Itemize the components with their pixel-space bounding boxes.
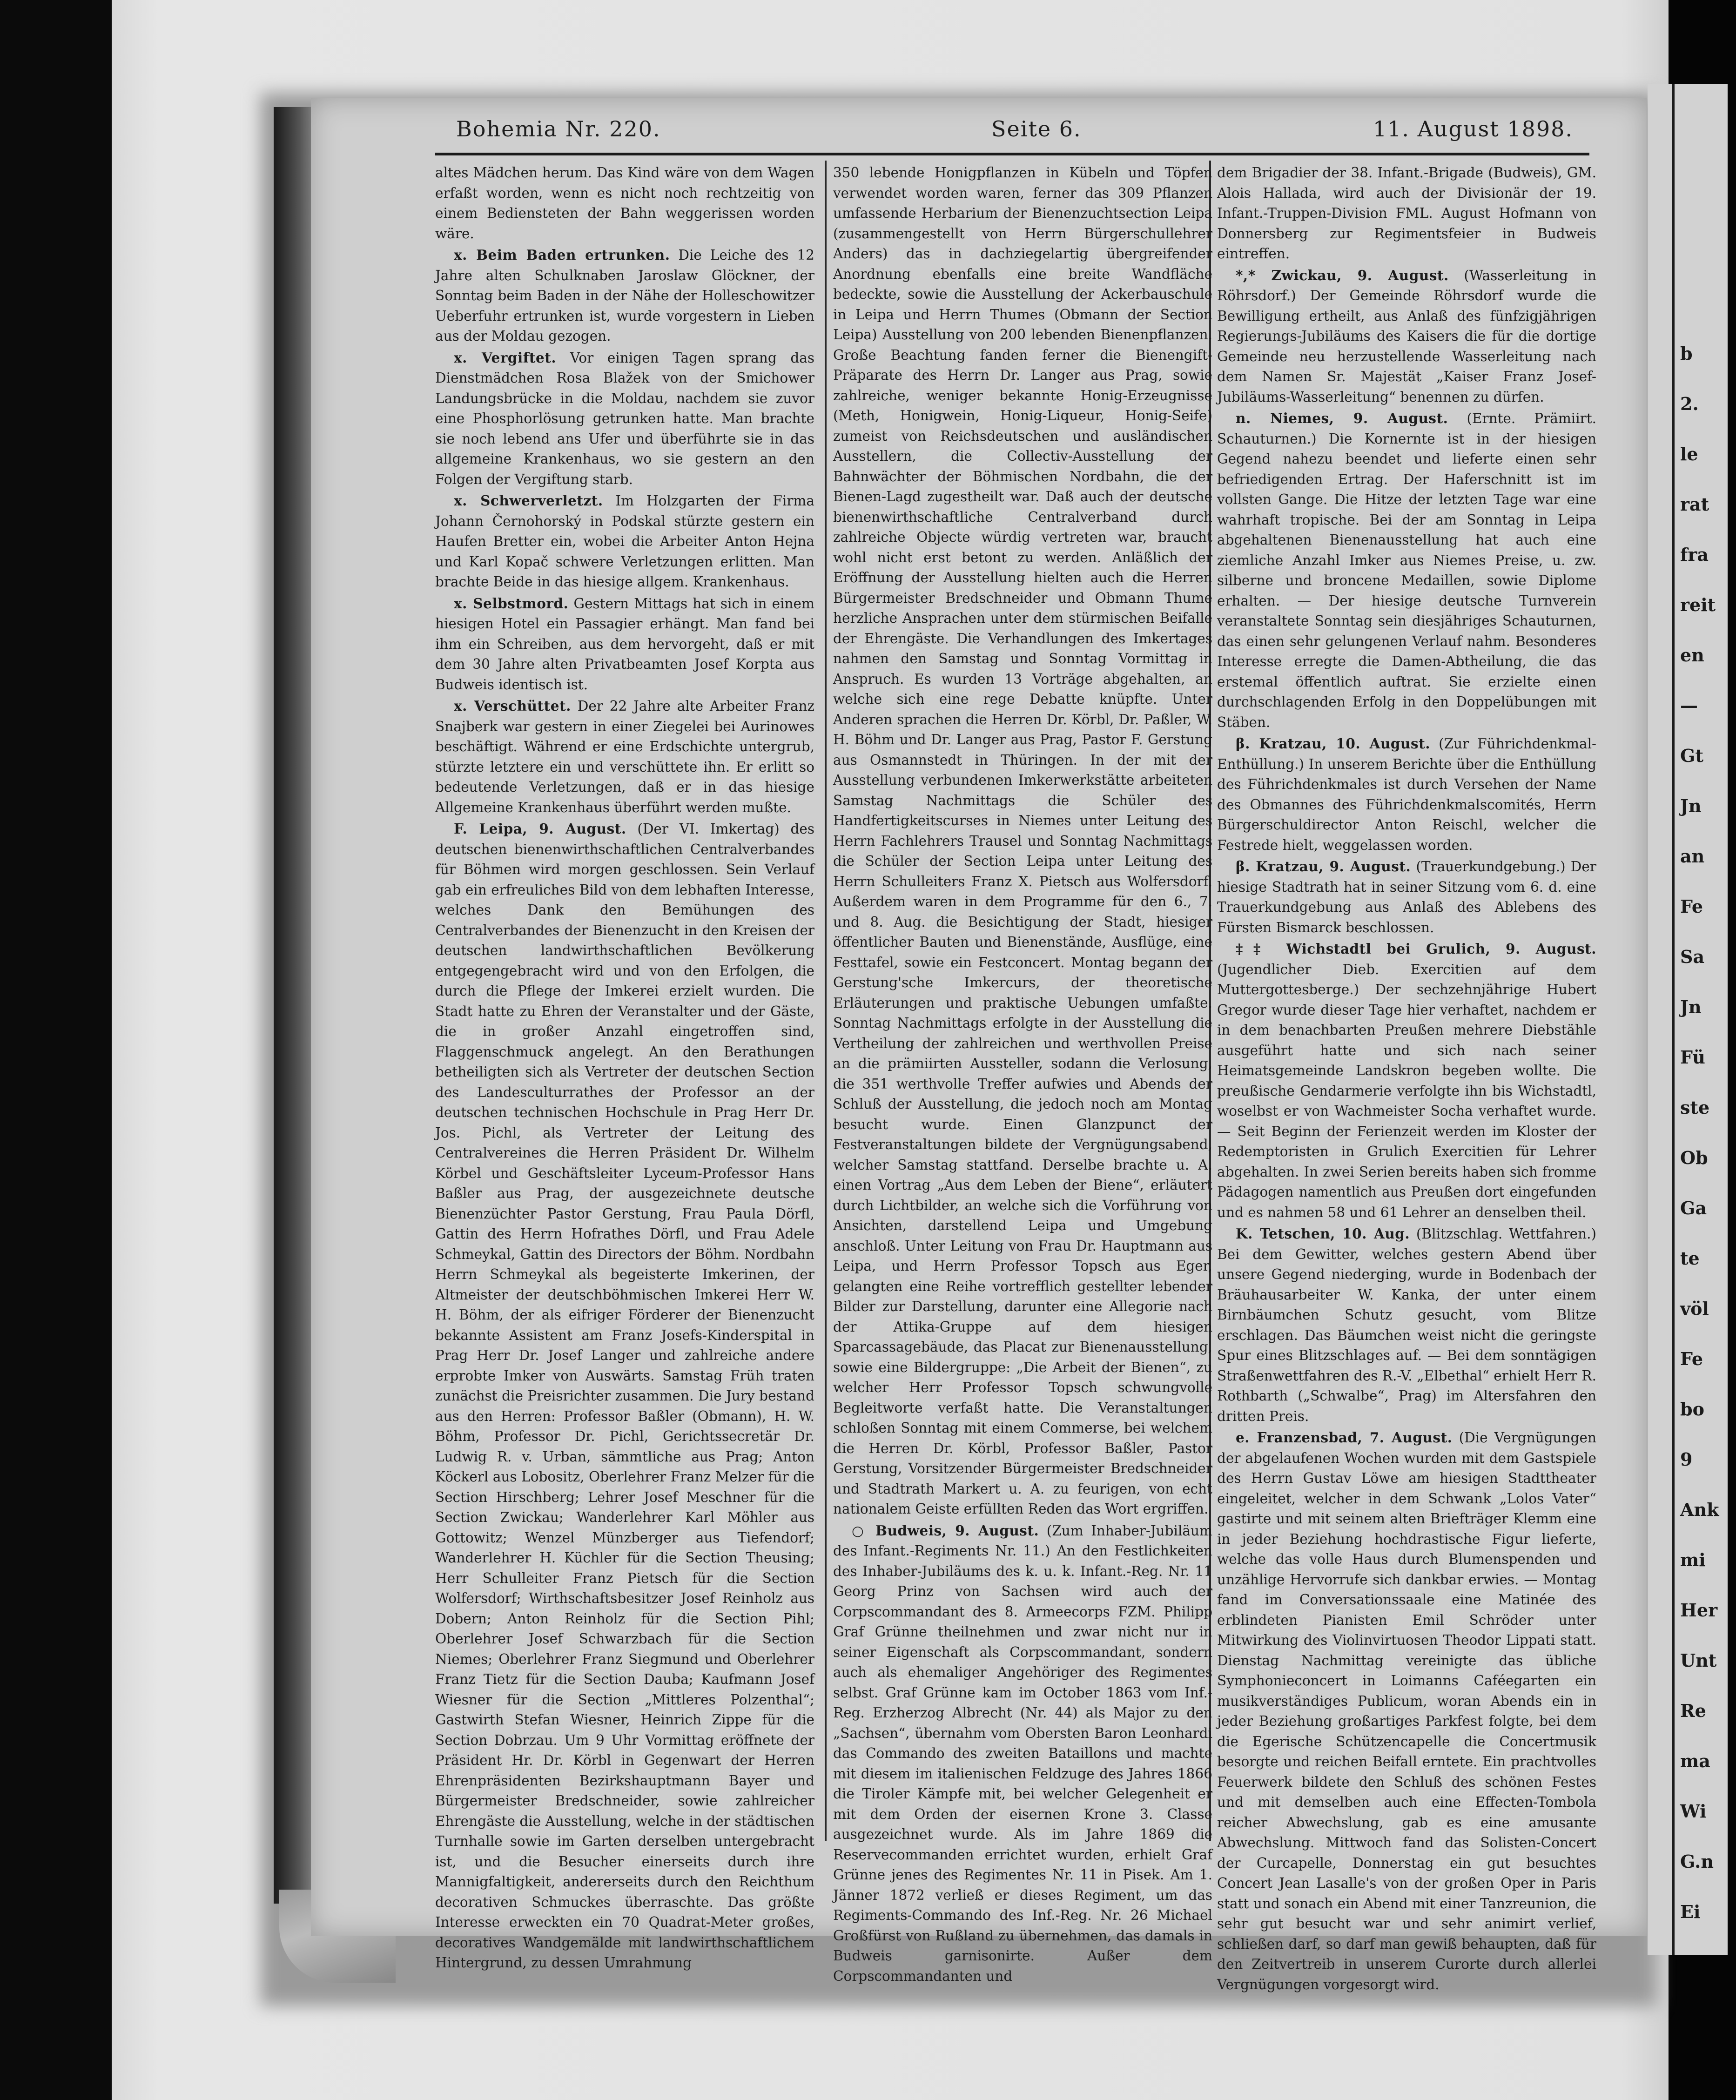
- article-text: 350 lebende Honigpflanzen in Kübeln und Töpfen verwendet worden waren, ferner das 309 Pflanzen umfassende Herbarium der Bienenzuchtsection Leipa (zusammengestellt von Herrn Bürgerschullehrer Anders) das in dachziegelartig übergreifender Anordnung ebenfalls eine breite Wandfläche bedeckte, sowie die Ausstellung der Ackerbauschule in Leipa und Herrn Thumes (Obmann der Section Leipa) Ausstellung von 200 lebenden Bienenpflanzen. Große Beachtung fanden ferner die Bienengift-Präparate des Herrn Dr. Langer aus Prag, sowie zahlreiche, weniger bekannte Honig-Erzeugnisse (Meth, Honigwein, Honig-Liqueur, Honig-Seife) zumeist von Reichsdeutschen und ausländischen Ausstellern, die Collectiv-Ausstellung der Bahnwächter der Böhmischen Nordbahn, die der Bienen-Lagd zugestheilt war. Daß auch der deutsche bienenwirthschaftliche Centralverband durch zahlreiche Objecte würdig vertreten war, braucht wohl nicht erst betont zu werden. Anläßlich der Eröffnung der Ausstellung hielten auch die Herren Bürgermeister Bredschneider und Obmann Thume herzliche Ansprachen unter dem stürmischen Beifalle der Ehrengäste. Die Verhandlungen des Imkertages nahmen den Samstag und Sonntag Vormittag in Anspruch. Es wurden 13 Vorträge abgehalten, an welche sich eine rege Debatte knüpfte. Unter Anderen sprachen die Herren Dr. Körbl, Dr. Paßler, W. H. Böhm und Dr. Langer aus Prag, Pastor F. Gerstung aus Osmannstedt in Thüringen. In der mit der Ausstellung verbundenen Imkerwerkstätte arbeiteten Samstag Nachmittags die Schüler des Handfertigkeitscurses in Niemes unter Leitung des Herrn Fachlehrers Trausel und Sonntag Nachmittags die Schüler der Section Leipa unter Leitung des Herrn Schulleiters Franz X. Pietsch aus Wolfersdorf. Außerdem waren in dem Programme für den 6., 7. und 8. Aug. die Besichtigung der Stadt, hiesiger öffentlicher Bauten und Bienenstände, Ausflüge, eine Festtafel, sowie ein Festconcert. Montag begann der Gerstung'sche Imkercurs, der theoretische Erläuterungen und praktische Uebungen umfaßte. Sonntag Nachmittags erfolgte in der Ausstellung die Vertheilung der zahlreichen und werthvollen Preise an die prämiirten Aussteller, sodann die Verlosung, die 351 werthvolle Treffer aufwies und Abends der Schluß der Ausstellung, die jedoch noch am Montag besucht wurde. Einen Glanzpunct der Festveranstaltungen bildete der Vergnügungsabend, welcher Samstag stattfand. Derselbe brachte u. A. einen Vortrag „Aus dem Leben der Biene“, erläutert durch Lichtbilder, an welche sich die Vorführung von Ansichten, darstellend Leipa und Umgebung anschloß. Unter Leitung von Frau Dr. Hauptmann aus Leipa, und Herrn Professor Topsch aus Eger, gelangten eine Reihe vortrefflich gestellter lebender Bilder zur Darstellung, darunter eine Allegorie nach der Attika-Gruppe auf dem hiesigen Sparcassagebäude, das Placat zur Bienenausstellung, sowie eine Bildergruppe: „Die Arbeit der Bienen“, zu welcher Herr Professor Topsch schwungvolle Begleitworte verfaßt hatte. Die Veranstaltungen schloßen Sonntag mit einem Commerse, bei welchem die Herren Dr. Körbl, Professor Baßler, Pastor Gerstung, Vorsitzender Bürgermeister Bredschneider und Stadtrath Markert u. A. zu feurigen, von echt nationalem Geiste erfüllten Reden das Wort ergriffen.: [833, 165, 1212, 1517]
- article-text: (Wasserleitung in Röhrsdorf.) Der Gemeinde Röhrsdorf wurde die Bewilligung ertheilt, aus Anlaß des fünfzigjährigen Regierungs-Jubiläums des Kaisers die für die dortige Gemeinde neu herzustellende Wasserleitung nach dem Namen Sr. Majestät „Kaiser Franz Josef-Jubiläums-Wasserleitung“ benennen zu dürfen.: [1217, 267, 1596, 405]
- article-heading: x. Schwerverletzt.: [454, 492, 603, 509]
- article-heading: x. Vergiftet.: [454, 349, 557, 366]
- adjacent-page-fragment: te: [1680, 1248, 1700, 1269]
- adjacent-page-fragment: fra: [1680, 544, 1709, 565]
- article-heading: K. Tetschen, 10. Aug.: [1236, 1225, 1410, 1242]
- article-text: Vor einigen Tagen sprang das Dienstmädchen Rosa Blažek von der Smichower Landungsbrücke in die Moldau, nachdem sie zuvor eine Phosphorlösung getrunken hatte. Man brachte sie noch lebend ans Ufer und überführte sie in das allgemeine Krankenhaus, wo sie gestern an den Folgen der Vergiftung starb.: [435, 350, 814, 487]
- article-heading: β. Kratzau, 9. August.: [1236, 858, 1411, 875]
- adjacent-page-fragment: reit: [1680, 594, 1716, 615]
- adjacent-page-fragment: b: [1680, 343, 1693, 364]
- article-text: (Der VI. Imkertag) des deutschen bienenwirthschaftlichen Centralverbandes für Böhmen wird morgen geschlossen. Sein Verlauf gab ein erfreuliches Bild von dem lebhaften Interesse, welches Dank den Bemühungen des Centralverbandes der Bienenzucht in den Kreisen der deutschen landwirthschaftlichen Bevölkerung entgegengebracht wird und von den Erfolgen, die durch die Pflege der Imkerei erzielt wurden. Die Stadt hatte zu Ehren der Veranstalter und der Gäste, die in großer Anzahl eingetroffen sind, Flaggenschmuck angelegt. An den Berathungen betheiligten sich als Vertreter der deutschen Section des Landesculturrathes der Professor an der deutschen technischen Hochschule in Prag Herr Dr. Jos. Pichl, als Vertreter der Leitung des Centralvereines die Herren Präsident Dr. Wilhelm Körbel und Geschäftsleiter Lyceum-Professor Hans Baßler aus Prag, der ausgezeichnete deutsche Bienenzüchter Pastor Gerstung, Frau Paula Dörfl, Gattin des Herrn Hofrathes Dörfl, und Frau Adele Schmeykal, Gattin des Directors der Böhm. Nordbahn Herrn Schmeykal als begeisterte Imkerinen, der Altmeister der deutschböhmischen Imkerei Herr W. H. Böhm, der als eifriger Förderer der Bienenzucht bekannte Assistent am Franz Josefs-Kinderspital in Prag Herr Dr. Josef Langer und zahlreiche andere erprobte Imker von Auswärts. Samstag Früh traten zunächst die Preisrichter zusammen. Die Jury bestand aus den Herren: Professor Baßler (Obmann), H. W. Böhm, Professor Dr. Pichl, Gerichtssecretär Dr. Ludwig R. v. Urban, sämmtliche aus Prag; Anton Köckerl aus Lobositz, Oberlehrer Franz Melzer für die Section Hirschberg; Lehrer Josef Meschner für die Section Zwickau; Wanderlehrer Karl Möhler aus Gottowitz; Wenzel Münzberger aus Tiefendorf; Wanderlehrer H. Küchler für die Section Theusing; Herr Schulleiter Franz Pietsch für die Section Wolfersdorf; Wirthschaftsbesitzer Josef Reinholz aus Dobern; Anton Reinholz für die Section Pihl; Oberlehrer Josef Schwarzbach für die Section Niemes; Oberlehrer Franz Siegmund und Oberlehrer Franz Tietz für die Section Dauba; Kaufmann Josef Wiesner für die Section „Mittleres Polzenthal“; Gastwirth Stefan Wiesner, Heinrich Zippe für die Section Dobrzau. Um 9 Uhr Vormittag eröffnete der Präsident Hr. Dr. Körbl in Gegenwart der Herren Ehrenpräsidenten Bezirkshauptmann Bayer und Bürgermeister Bredschneider, sowie zahlreicher Ehrengäste die Ausstellung, welche in der städtischen Turnhalle sowie im Garten derselben untergebracht ist, und die Besucher einerseits durch ihre Mannigfaltigkeit, andererseits durch den Reichthum decorativen Schmuckes überraschte. Das größte Interesse erweckten ein 70 Quadrat-Meter großes, decoratives Wandgemälde mit landwirthschaftlichem Hintergrund, zu dessen Umrahmung: [435, 821, 814, 1971]
- adjacent-page-fragment: Her: [1680, 1600, 1718, 1621]
- masthead-page-number: Seite 6.: [991, 116, 1082, 141]
- adjacent-page-fragment: ste: [1680, 1097, 1710, 1118]
- adjacent-page-fragment: Ob: [1680, 1147, 1708, 1168]
- article-text: (Die Vergnügungen der abgelaufenen Wochen wurden mit dem Gastspiele des Herrn Gustav Löwe am hiesigen Stadttheater eingeleitet, welcher in dem Schwank „Lolos Vater“ gastirte und mit seinem alten Briefträger Klemm eine in jeder Beziehung hochdrastische Figur lieferte, welche das volle Haus durch Blumenspenden und unzählige Hervorrufe sich dankbar erwies. — Montag fand im Conversationssaale eine Matinée des erblindeten Pianisten Emil Schröder unter Mitwirkung des Violinvirtuosen Theodor Lippati statt. Dienstag Nachmittag vereinigte das übliche Symphonieconcert in Loimanns Caféegarten ein musikverständiges Publicum, woran Abends ein in jeder Beziehung großartiges Parkfest folgte, bei dem die Egerische Schützencapelle die Concertmusik besorgte und reichen Beifall erntete. Ein prachtvolles Feuerwerk bildete den Schluß des schönen Festes und mit demselben auch eine Effecten-Tombola reicher Abwechslung, gab es eine amusante Abwechslung. Mittwoch fand das Solisten-Concert der Curcapelle, Donnerstag ein gut besuchtes Concert Jean Lasalle's von der großen Oper in Paris statt und sonach ein Abend mit einer Tanzreunion, die sehr gut besucht war und sehr animirt verlief, schließen darf, so darf man gewiß behaupten, daß für den Zeitvertreib in unserem Curorte durch allerlei Vergnügungen vorgesorgt wird.: [1217, 1430, 1596, 1992]
- adjacent-page-fragment: Ank: [1680, 1499, 1719, 1520]
- adjacent-page-fragment: Jn: [1680, 996, 1702, 1017]
- adjacent-page-fragment: Ei: [1680, 1901, 1701, 1922]
- adjacent-page-fragment: an: [1680, 846, 1705, 867]
- article-heading: e. Franzensbad, 7. August.: [1236, 1429, 1453, 1446]
- article-column-2: [833, 163, 1212, 1984]
- article-text: altes Mädchen herum. Das Kind wäre von dem Wagen erfaßt worden, wenn es nicht noch rechtzeitig von einem Bediensteten der Bahn weggerissen worden wäre.: [435, 165, 814, 242]
- adjacent-page-fragment: bo: [1680, 1399, 1704, 1420]
- article-paragraph: [435, 696, 814, 818]
- article-paragraph: [435, 593, 814, 695]
- article-text: (Blitzschlag. Wettfahren.) Bei dem Gewitter, welches gestern Abend über unsere Gegend niederging, wurde in Bodenbach der Bräuhausarbeiter W. Kanka, der unter einem Birnbäumchen Schutz gesucht, vom Blitze erschlagen. Das Bäumchen weist nicht die geringste Spur eines Blitzschlages auf. — Bei dem sonntägigen Straßenwettfahren des R.-V. „Elbethal“ erhielt Herr R. Rothbarth („Schwalbe“, Prag) im Altersfahren den dritten Preis.: [1217, 1226, 1596, 1424]
- adjacent-page-fragment: Sa: [1680, 946, 1705, 967]
- article-text: Der 22 Jahre alte Arbeiter Franz Snajberk war gestern in einer Ziegelei bei Aurinowes beschäftigt. Während er eine Erdschichte untergrub, stürzte letztere ein und verschüttete ihn. Er erlitt so bedeutende Verletzungen, daß er in das hiesige Allgemeine Krankenhaus überführt werden mußte.: [435, 698, 814, 815]
- article-column-3: [1217, 163, 1596, 1992]
- article-heading: ○ Budweis, 9. August.: [852, 1522, 1039, 1539]
- article-paragraph: [435, 163, 814, 244]
- article-paragraph: [1217, 856, 1596, 938]
- adjacent-page-fragment: le: [1680, 444, 1698, 464]
- adjacent-page-fragment: 9: [1680, 1449, 1693, 1470]
- article-paragraph: [435, 245, 814, 347]
- adjacent-page-fragment: Gt: [1680, 745, 1704, 766]
- article-heading: *,* Zwickau, 9. August.: [1236, 267, 1449, 283]
- article-paragraph: [1217, 1224, 1596, 1427]
- adjacent-page-fragment: G.n: [1680, 1851, 1714, 1872]
- article-paragraph: [1217, 265, 1596, 408]
- article-heading: ‡‡ Wichstadtl bei Grulich, 9. August.: [1236, 941, 1596, 957]
- adjacent-page-fragment: Unt: [1680, 1650, 1717, 1671]
- adjacent-page-fragment: Fü: [1680, 1047, 1705, 1068]
- article-text: (Jugendlicher Dieb. Exercitien auf dem Muttergottesberge.) Der sechzehnjährige Hubert Gregor wurde dieser Tage hier verhaftet, nachdem er in dem benachbarten Preußen mehrere Diebstähle ausgeführt hatte und sich nach seiner Heimatsgemeinde Landskron begeben wollte. Die preußische Gendarmerie verfolgte ihn bis Wichstadtl, woselbst er von Wachmeister Socha verhaftet wurde. — Seit Beginn der Ferienzeit werden im Kloster der Redemptoristen in Grulich Exercitien für Lehrer abgehalten. In zwei Serien bereits haben sich fromme Pädagogen namentlich aus Preußen dort eingefunden und es nahmen 58 und 61 Lehrer an denselben theil.: [1217, 961, 1596, 1220]
- article-paragraph: [1217, 939, 1596, 1223]
- article-text: (Ernte. Prämiirt. Schauturnen.) Die Kornernte ist in der hiesigen Gegend nahezu beendet und lieferte einen sehr befriedigenden Ertrag. Der Haferschnitt ist im vollsten Gange. Die Hitze der letzten Tage war eine wahrhaft tropische. Bei der am Sonntag in Leipa abgehaltenen Bienenausstellung hat auch eine ziemliche Anzahl Imker aus Niemes Preise, u. zw. silberne und broncene Medaillen, sowie Diplome erhalten. — Der hiesige deutsche Turnverein veranstaltete Sonntag sein diesjähriges Schauturnen, das einen sehr gelungenen Verlauf nahm. Besonderes Interesse erregte die Damen-Abtheilung, die das erstemal öffentlich auftrat. Sie erzielte einen durchschlagenden Erfolg in den Doppelübungen mit Stäben.: [1217, 411, 1596, 730]
- article-text: dem Brigadier der 38. Infant.-Brigade (Budweis), GM. Alois Hallada, wird auch der Divisionär der 19. Infant.-Truppen-Division FML. August Hofmann von Donnersberg zur Regimentsfeier in Budweis eintreffen.: [1217, 165, 1596, 262]
- adjacent-page-fragment: mi: [1680, 1549, 1706, 1570]
- article-heading: β. Kratzau, 10. August.: [1236, 735, 1431, 752]
- article-paragraph: [435, 348, 814, 490]
- article-paragraph: [1217, 1427, 1596, 1995]
- article-paragraph: [1217, 734, 1596, 855]
- adjacent-page-fragment: en: [1680, 645, 1704, 666]
- article-text: Im Holzgarten der Firma Johann Černohorský in Podskal stürzte gestern ein Haufen Bretter ein, wobei die Arbeiter Anton Hejna und Karl Kopač schwere Verletzungen erlitten. Man brachte Beide in das hiesige allgem. Krankenhaus.: [435, 493, 814, 590]
- adjacent-page-fragment: 2.: [1680, 393, 1699, 414]
- article-text: Die Leiche des 12 Jahre alten Schulknaben Jaroslaw Glöckner, der Sonntag beim Baden in der Nähe der Holleschowitzer Ueberfuhr ertrunken ist, wurde vorgestern in Lieben aus der Moldau gezogen.: [435, 247, 814, 344]
- article-paragraph: [1217, 163, 1596, 264]
- book-spine: [274, 107, 311, 1904]
- article-paragraph: [1217, 408, 1596, 733]
- adjacent-page-rule: [1672, 84, 1675, 1955]
- adjacent-page-fragment: völ: [1680, 1298, 1709, 1319]
- adjacent-page-edge: [1648, 84, 1728, 1955]
- masthead-rule: [435, 153, 1589, 155]
- adjacent-page-fragment: Ga: [1680, 1198, 1707, 1218]
- adjacent-page-fragment: Wi: [1680, 1801, 1707, 1822]
- article-paragraph: [435, 819, 814, 1973]
- masthead-paper-issue: Bohemia Nr. 220.: [456, 116, 661, 141]
- masthead: [456, 116, 1573, 158]
- article-text: (Trauerkundgebung.) Der hiesige Stadtrath hat in seiner Sitzung vom 6. d. eine Trauerkundgebung aus Anlaß des Ablebens des Fürsten Bismarck beschlossen.: [1217, 859, 1596, 936]
- article-paragraph: [833, 1521, 1212, 1987]
- adjacent-page-fragment: Fe: [1680, 1348, 1703, 1369]
- article-heading: n. Niemes, 9. August.: [1236, 410, 1448, 426]
- article-heading: F. Leipa, 9. August.: [454, 821, 626, 837]
- masthead-date: 11. August 1898.: [1373, 116, 1573, 141]
- article-heading: x. Verschüttet.: [454, 698, 571, 714]
- article-paragraph: [833, 163, 1212, 1520]
- adjacent-page-fragment: ma: [1680, 1750, 1710, 1771]
- article-paragraph: [435, 491, 814, 592]
- article-heading: x. Beim Baden ertrunken.: [454, 247, 670, 263]
- adjacent-page-fragment: Fe: [1680, 896, 1703, 917]
- article-column-1: [435, 163, 814, 1971]
- adjacent-page-fragment: Jn: [1680, 795, 1702, 816]
- adjacent-page-fragment: Re: [1680, 1700, 1706, 1721]
- article-heading: x. Selbstmord.: [454, 595, 569, 612]
- article-text: Gestern Mittags hat sich in einem hiesigen Hotel ein Passagier erhängt. Man fand bei ihm ein Schreiben, aus dem hervorgeht, daß er mit dem 30 Jahre alten Privatbeamten Josef Korpta aus Budweis identisch ist.: [435, 595, 814, 693]
- article-text: (Zur Führichdenkmal-Enthüllung.) In unserem Berichte über die Enthüllung des Führichdenkmales ist durch Versehen der Name des Obmannes des Führichdenkmalscomités, Herrn Bürgerschuldirector Anton Reischl, welcher die Festrede hielt, weggelassen worden.: [1217, 736, 1596, 853]
- adjacent-page-fragment: —: [1680, 695, 1698, 716]
- column-rule-1: [825, 161, 827, 1841]
- adjacent-page-fragment: rat: [1680, 494, 1709, 515]
- microfilm-dark-margin: [0, 0, 112, 2100]
- article-text: (Zum Inhaber-Jubiläum des Infant.-Regiments Nr. 11.) An den Festlichkeiten des Inhaber-Jubiläums des k. u. k. Infant.-Reg. Nr. 11 Georg Prinz von Sachsen wird auch der Corpscommandant des 8. Armeecorps FZM. Philipp Graf Grünne theilnehmen und zwar nicht nur in seiner Eigenschaft als Corpscommandant, sondern auch als ehemaliger Angehöriger des Regimentes selbst. Graf Grünne kam im October 1863 vom Inf.-Reg. Erzherzog Albrecht (Nr. 44) als Major zu den „Sachsen“, übernahm vom Obersten Baron Leonhardi das Commando des zweiten Bataillons und machte mit diesem im italienischen Feldzuge des Jahres 1866 die Tiroler Kämpfe mit, bei welcher Gelegenheit er mit dem Orden der eisernen Krone 3. Classe ausgezeichnet wurde. Als im Jahre 1869 die Reservecommanden errichtet wurden, erhielt Graf Grünne jenes des Regimentes Nr. 11 in Pisek. Am 1. Jänner 1872 verließ er dieses Regiment, um das Regiments-Commando des Inf.-Reg. Nr. 26 Michael Großfürst von Rußland zu übernehmen, das damals in Budweis garnisonirte. Außer dem Corpscommandanten und: [833, 1522, 1212, 1984]
